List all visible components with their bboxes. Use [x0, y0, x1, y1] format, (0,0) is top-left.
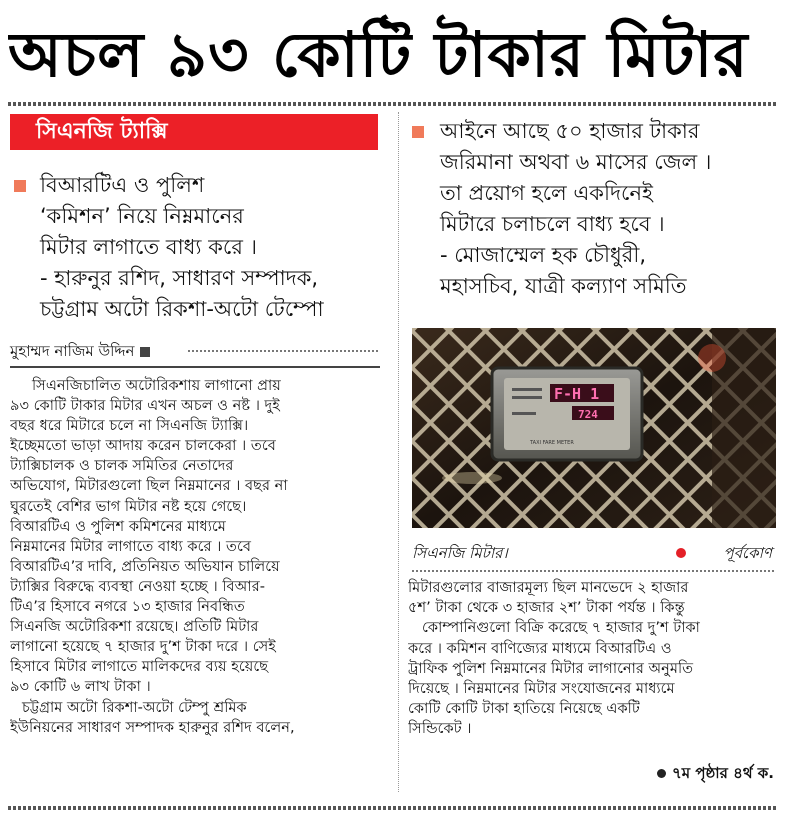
bottom-rule [8, 806, 778, 810]
body-line: লাগানো হয়েছে ৭ হাজার দু’শ টাকা দরে । সেই [10, 638, 276, 656]
headline: অচল ৯৩ কোটি টাকার মিটার [8, 18, 749, 91]
meter-display: F-H 1 [554, 385, 600, 403]
photo-caption [412, 540, 776, 566]
photo-credit: পূর্বকোণ [723, 544, 772, 562]
body-line: ট্রাফিক পুলিশ নিম্নমানের মিটার লাগানোর অনুমতি [408, 659, 694, 677]
bullet-dot-icon [657, 769, 666, 778]
quote-line: মিটারে চলাচলে বাধ্য হবে । [440, 212, 665, 236]
body-line: করে । কমিশন বাণিজ্যের মাধ্যমে বিআরটিএ ও [408, 639, 672, 657]
continued-note [657, 762, 774, 787]
body-line: কোটি কোটি টাকা হাতিয়ে নিয়েছে একটি [408, 700, 640, 718]
quote-attribution: মহাসচিব, যাত্রী কল্যাণ সমিতি [440, 274, 687, 298]
body-line: বছর ধরে মিটারে চলে না সিএনজি ট্যাক্সি। [10, 417, 249, 435]
quote-line: জরিমানা অথবা ৬ মাসের জেল । [440, 150, 712, 174]
section-tag [10, 114, 378, 150]
body-line: চট্টগ্রাম অটো রিকশা-অটো টেম্পু শ্রমিক [22, 698, 247, 716]
body-line: অভিযোগ, মিটারগুলো ছিল নিম্নমানের । বছর না [10, 477, 288, 495]
body-line: ৫শ’ টাকা থেকে ৩ হাজার ২শ’ টাকা পর্যন্ত । কিন্তু [408, 599, 685, 617]
body-line: ইচ্ছেমতো ভাড়া আদায় করেন চালকেরা । তবে [10, 437, 276, 455]
body-line: দিয়েছে । নিম্নমানের মিটার সংযোজনের মাধ্যমে [408, 680, 675, 698]
article-body-right [408, 578, 780, 740]
quote-attribution: - মোজাম্মেল হক চৌধুরী, [440, 243, 647, 267]
body-line: ট্যাক্সির বিরুদ্ধে ব্যবস্থা নেওয়া হচ্ছে । বিআর- [10, 577, 265, 595]
body-line: সিন্ডিকেট । [408, 720, 472, 738]
photo-illustration [412, 328, 776, 528]
section-tag-label: সিএনজি ট্যাক্সি [36, 119, 168, 144]
square-bullet-icon [412, 126, 424, 138]
column-divider [398, 112, 399, 792]
article-body-left [10, 376, 382, 738]
quote-line: তা প্রয়োগ হলে একদিনেই [440, 181, 653, 205]
body-line: বিআরটিএ’র দাবি, প্রতিনিয়ত অভিযান চালিয়ে [10, 557, 280, 575]
quote-attribution: চট্টগ্রাম অটো রিকশা-অটো টেম্পো [40, 297, 324, 321]
column-rule [10, 366, 380, 368]
byline-author: মুহাম্মদ নাজিম উদ্দিন [10, 342, 135, 360]
body-line: কোম্পানিগুলো বিক্রি করেছে ৭ হাজার দু’শ টাকা [422, 619, 700, 637]
dotted-divider [188, 350, 378, 352]
body-line: মিটারগুলোর বাজারমূল্য ছিল মানভেদে ২ হাজার [408, 579, 689, 596]
quote-line: মিটার লাগাতে বাধ্য করে । [40, 235, 258, 259]
body-line: ৯৩ কোটি টাকার মিটার এখন অচল ও নষ্ট । দুই [10, 397, 280, 415]
quote-line: আইনে আছে ৫০ হাজার টাকার [440, 119, 700, 143]
top-rule [8, 102, 778, 106]
body-line: ৯৩ কোটি ৬ লাখ টাকা । [10, 678, 151, 696]
caption-text: সিএনজি মিটার। [412, 544, 508, 562]
quote-attribution: - হারুনুর রশিদ, সাধারণ সম্পাদক, [40, 266, 319, 290]
square-bullet-icon [140, 347, 150, 357]
body-line: হিসাবে মিটার লাগাতে মালিকদের ব্যয় হয়েছে [10, 658, 269, 676]
body-line: সিএনজি অটোরিকশা রয়েছে। প্রতিটি মিটার [10, 618, 259, 636]
continued-text: ৭ম পৃষ্ঠার ৪র্থ ক. [672, 764, 774, 782]
body-line: নিম্নমানের মিটার লাগাতে বাধ্য করে । তবে [10, 537, 251, 555]
pull-quote-left [40, 170, 390, 325]
pull-quote-right [440, 116, 780, 302]
body-line: ইউনিয়নের সাধারণ সম্পাদক হারুনুর রশিদ বলেন, [10, 718, 295, 736]
red-dot-icon [676, 548, 686, 558]
square-bullet-icon [14, 180, 26, 192]
meter-small-display: 724 [578, 408, 598, 421]
body-line: ঘুরতেই বেশির ভাগ মিটার নষ্ট হয়ে গেছে। [10, 497, 247, 515]
meter-label: TAXI FARE METER [530, 440, 574, 446]
body-line: বিআরটিএ ও পুলিশ কমিশনের মাধ্যমে [10, 517, 226, 535]
body-line: সিএনজিচালিত অটোরিকশায় লাগানো প্রায় [32, 377, 281, 394]
quote-line: ‘কমিশন’ নিয়ে নিম্নমানের [40, 204, 244, 228]
body-line: ট্যাক্সিচালক ও চালক সমিতির নেতাদের [10, 457, 234, 475]
dotted-divider [412, 570, 776, 572]
meter-photo [412, 328, 776, 528]
body-line: টিএ’র হিসাবে নগরে ১৩ হাজার নিবন্ধিত [10, 598, 245, 616]
quote-line: বিআরটিএ ও পুলিশ [40, 173, 205, 197]
byline [10, 340, 150, 362]
